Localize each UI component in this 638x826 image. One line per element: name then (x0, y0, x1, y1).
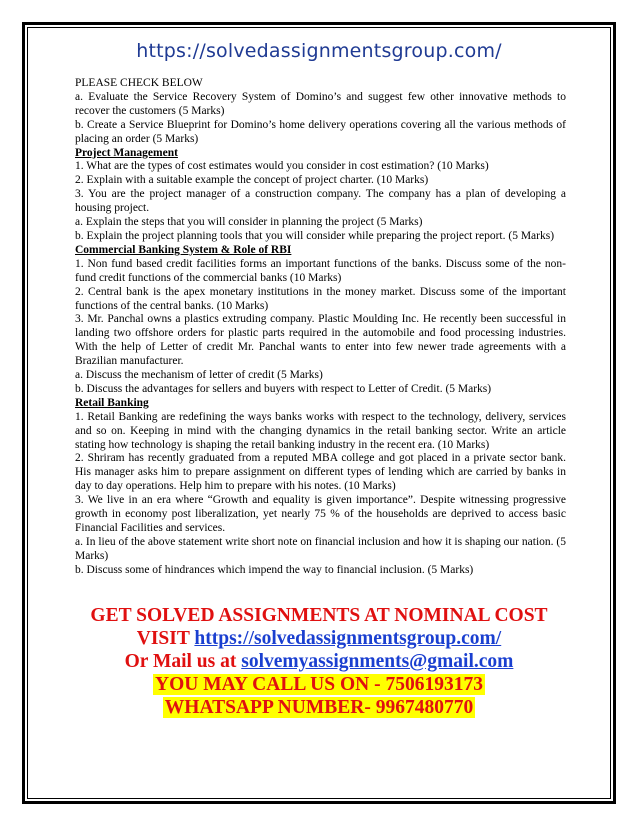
question-line: 3. We live in an era where “Growth and equality is given importance”. Despite witnessing progressive growth in economy post liberalization, yet nearly 75 % of the households are deprived to access basic Financial Facilities and services. (75, 494, 566, 534)
question-line: 1. Retail Banking are redefining the ways banks works with respect to the technology, delivery, services and so on. Keeping in mind with the changing dynamics in the retail banking sector. Write an article stating how technology is shaping the retail banking industry in the recent era. (10 Marks) (75, 410, 566, 451)
question-line: a. Explain the steps that you will consider in planning the project (5 Marks) (75, 216, 423, 229)
intro-line: b. Create a Service Blueprint for Domino’s home delivery operations covering all the various methods of placing an order (5 Marks) (75, 118, 566, 145)
question-line: 1. What are the types of cost estimates would you consider in cost estimation? (10 Marks) (75, 160, 489, 173)
question-line: a. In lieu of the above statement write short note on financial inclusion and how it is shaping our nation. (5 Marks) (75, 535, 566, 562)
section-title-retail-banking: Retail Banking (75, 396, 149, 409)
question-line: b. Explain the project planning tools that you will consider while preparing the project report. (5 Marks) (75, 229, 555, 242)
question-line: b. Discuss some of hindrances which impend the way to financial inclusion. (5 Marks) (75, 563, 474, 576)
question-line: 2. Explain with a suitable example the concept of project charter. (10 Marks) (75, 174, 429, 187)
promo-line-4 (0, 673, 638, 696)
question-line: 2. Shriram has recently graduated from a reputed MBA college and got placed in a private sector bank. His manager asks him to prepare assignment on different types of lending which are carried by banks in day to day operations. Help him to prepare with his notes. (10 Marks) (75, 452, 566, 493)
header-url-link[interactable]: https://solvedassignmentsgroup.com/ (136, 40, 502, 62)
intro-heading: PLEASE CHECK BELOW (75, 77, 203, 89)
question-line: 3. Mr. Panchal owns a plastics extruding company. Plastic Moulding Inc. He recently been successful in landing two offshore orders for plastic parts required in the automobile and food processing industries. With the help of Letter of credit Mr. Panchal wants to enter into few newer trade agreements with a Brazilian manufacturer. (75, 313, 566, 368)
question-line: a. Discuss the mechanism of letter of credit (5 Marks) (75, 369, 323, 382)
question-line: 3. You are the project manager of a construction company. The company has a plan of developing a housing project. (75, 188, 566, 215)
question-line: 1. Non fund based credit facilities forms an important functions of the banks. Discuss some of the non-fund credit functions of the commercial banks (10 Marks) (75, 257, 566, 284)
promo-whatsapp: WHATSAPP NUMBER- 9967480770 (164, 697, 474, 718)
promo-block (0, 604, 638, 719)
promo-email-link[interactable]: solvemyassignments@gmail.com (241, 651, 514, 672)
promo-line-3: Or Mail us at solvemyassignments@gmail.com (124, 651, 514, 672)
section-title-project-management: Project Management (75, 146, 178, 159)
promo-website-link[interactable]: https://solvedassignmentsgroup.com/ (194, 628, 502, 649)
promo-line-5 (0, 696, 638, 719)
question-line: 2. Central bank is the apex monetary institutions in the money market. Discuss some of the important functions of the central banks. (10 Marks) (75, 285, 566, 312)
promo-phone: YOU MAY CALL US ON - 7506193173 (155, 674, 483, 695)
section-title-commercial-banking: Commercial Banking System & Role of RBI (75, 243, 292, 256)
promo-line-1: GET SOLVED ASSIGNMENTS AT NOMINAL COST (90, 605, 548, 626)
intro-line: a. Evaluate the Service Recovery System of Domino’s and suggest few other innovative methods to recover the customers (5 Marks) (75, 90, 566, 117)
promo-line-2: VISIT https://solvedassignmentsgroup.com/ (136, 628, 502, 649)
document-body (75, 77, 566, 578)
question-line: b. Discuss the advantages for sellers and buyers with respect to Letter of Credit. (5 Marks) (75, 382, 492, 395)
